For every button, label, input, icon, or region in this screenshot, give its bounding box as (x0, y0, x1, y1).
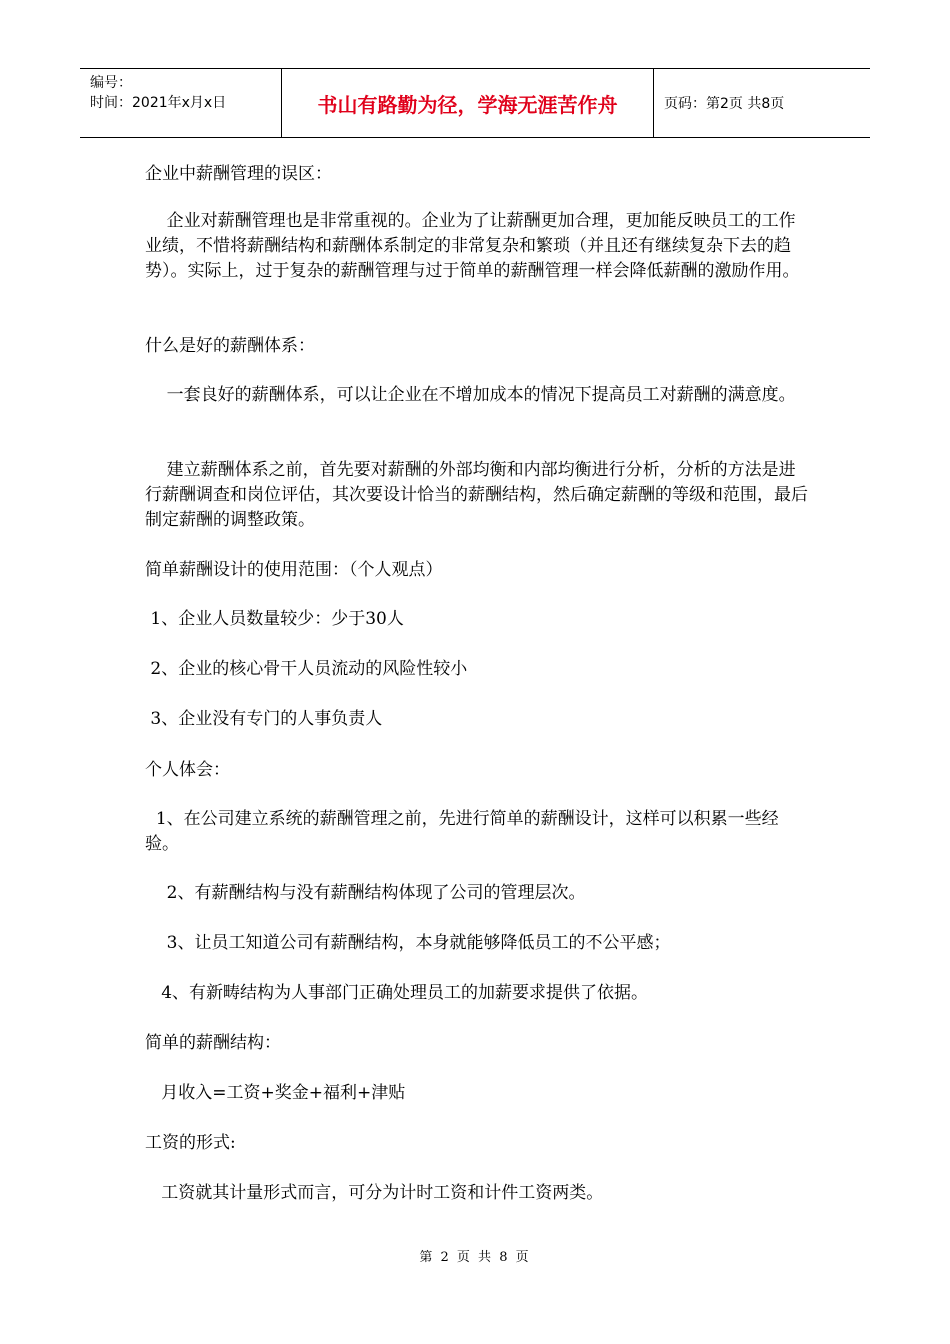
formula-monthly-income: 月收入=工资+奖金+福利+津贴 (145, 1083, 406, 1103)
list-item-experience-3: 3、让员工知道公司有薪酬结构，本身就能够降低员工的不公平感； (145, 933, 671, 953)
heading-wage-forms: 工资的形式: (145, 1133, 236, 1153)
list-item-scope-2: 2、企业的核心骨干人员流动的风险性较小 (145, 659, 468, 679)
time-label: 时间：2021年x月x日 (90, 95, 227, 111)
paragraph-wage-forms: 工资就其计量形式而言，可分为计时工资和计件工资两类。 (145, 1183, 604, 1203)
paragraph-good-system: 一套良好的薪酬体系，可以让企业在不增加成本的情况下提高员工对薪酬的满意度。 (145, 385, 796, 405)
header-motto: 书山有路勤为径，学海无涯苦作舟 (282, 69, 654, 137)
number-label: 编号： (90, 75, 132, 91)
heading-scope: 简单薪酬设计的使用范围：（个人观点） (145, 560, 443, 580)
document-header (80, 68, 870, 138)
list-item-experience-2: 2、有薪酬结构与没有薪酬结构体现了公司的管理层次。 (145, 883, 586, 903)
heading-good-system: 什么是好的薪酬体系： (145, 336, 315, 356)
list-item-scope-1: 1、企业人员数量较少：少于30人 (145, 609, 404, 629)
heading-experience: 个人体会： (145, 760, 230, 780)
list-item-experience-4: 4、有新畴结构为人事部门正确处理员工的加薪要求提供了依据。 (145, 983, 649, 1003)
heading-simple-structure: 简单的薪酬结构： (145, 1033, 281, 1053)
header-meta (80, 69, 282, 137)
page-footer: 第 2 页 共 8 页 (419, 1250, 531, 1265)
list-item-scope-3: 3、企业没有专门的人事负责人 (145, 709, 383, 729)
header-page-info: 页码：第2页 共8页 (664, 96, 785, 112)
paragraph-build-system: 建立薪酬体系之前，首先要对薪酬的外部均衡和内部均衡进行分析，分析的方法是进行薪酬调查和岗位评估，其次要设计恰当的薪酬结构，然后确定薪酬的等级和范围，最后制定薪酬的调整政策。 (145, 460, 808, 530)
heading-misconceptions: 企业中薪酬管理的误区： (145, 164, 332, 184)
list-item-experience-1: 1、在公司建立系统的薪酬管理之前，先进行简单的薪酬设计，这样可以积累一些经验。 (145, 809, 779, 854)
paragraph-misconceptions: 企业对薪酬管理也是非常重视的。企业为了让薪酬更加合理，更加能反映员工的工作业绩，不惜将薪酬结构和薪酬体系制定的非常复杂和繁琐（并且还有继续复杂下去的趋势）。实际上，过于复杂的薪酬管理与过于简单的薪酬管理一样会降低薪酬的激励作用。 (145, 211, 800, 281)
